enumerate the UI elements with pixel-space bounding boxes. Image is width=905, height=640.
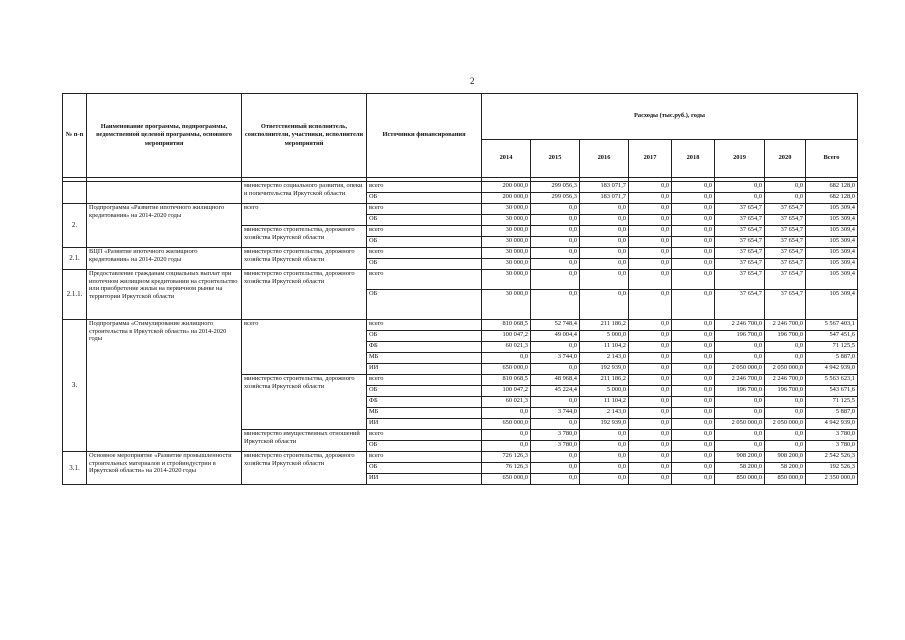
row-total: 4 942 939,0 [806,364,858,375]
expenditure-table [62,93,858,485]
row-value: 0,0 [672,248,715,259]
row-value: 726 126,3 [482,452,531,463]
row-value: 37 654,7 [715,270,765,290]
row-value: 0,0 [531,419,580,430]
row-source: ФБ [367,342,482,353]
row-value: 3 780,0 [531,441,580,452]
row-value: 0,0 [715,353,765,364]
row-value: 5 000,0 [580,331,629,342]
row-value: 0,0 [629,386,672,397]
year-header: 2020 [765,140,806,178]
row-total: 547 451,6 [806,331,858,342]
row-value: 3 780,0 [531,430,580,441]
table-row [63,182,858,193]
row-total: 192 526,3 [806,463,858,474]
row-code: 2.1.1. [63,270,87,320]
row-value: 810 068,5 [482,320,531,331]
row-value: 48 968,4 [531,375,580,386]
row-source: МБ [367,408,482,419]
row-value: 650 000,0 [482,364,531,375]
header-executor: Ответственный исполнитель, соисполнители, участники, исполнители мероприятий [242,94,367,178]
row-value: 2 143,0 [580,353,629,364]
row-value: 37 654,7 [765,290,806,320]
row-value: 0,0 [672,215,715,226]
row-code [63,182,87,204]
row-value: 0,0 [531,397,580,408]
row-value: 0,0 [629,474,672,485]
row-value: 0,0 [672,452,715,463]
row-value: 192 939,0 [580,419,629,430]
row-value: 0,0 [531,364,580,375]
row-value: 0,0 [672,320,715,331]
row-value: 58 200,0 [715,463,765,474]
row-value: 0,0 [629,193,672,204]
row-value: 0,0 [715,397,765,408]
table-body [63,182,858,485]
row-value: 0,0 [580,226,629,237]
row-total: 105 309,4 [806,215,858,226]
table-row [63,270,858,290]
row-value: 0,0 [629,430,672,441]
row-value: 0,0 [580,441,629,452]
table-row [63,248,858,259]
row-name: ВЦП «Развитие ипотечного жилищного кредитования» на 2014-2020 годы [87,248,242,270]
row-source: ОБ [367,215,482,226]
row-value: 11 104,2 [580,342,629,353]
row-value: 0,0 [482,353,531,364]
row-value: 2 050 000,0 [715,364,765,375]
row-value: 37 654,7 [715,215,765,226]
row-total: 3 780,0 [806,441,858,452]
row-source: всего [367,204,482,215]
row-value: 0,0 [629,441,672,452]
year-header: 2015 [531,140,580,178]
row-total: 5 887,0 [806,408,858,419]
row-executor: всего [242,320,367,375]
row-total: 682 128,0 [806,182,858,193]
row-value: 0,0 [629,320,672,331]
row-source: ОБ [367,193,482,204]
table-row [63,204,858,215]
row-source: всего [367,320,482,331]
row-value: 100 047,2 [482,331,531,342]
row-total: 71 125,5 [806,397,858,408]
row-value: 0,0 [715,408,765,419]
row-value: 0,0 [580,463,629,474]
row-total: 105 309,4 [806,237,858,248]
row-value: 0,0 [715,182,765,193]
row-value: 0,0 [482,441,531,452]
row-value: 30 000,0 [482,215,531,226]
row-value: 0,0 [629,375,672,386]
row-value: 37 654,7 [765,248,806,259]
row-value: 60 021,3 [482,342,531,353]
row-value: 0,0 [531,259,580,270]
row-value: 0,0 [715,441,765,452]
row-value: 0,0 [531,204,580,215]
row-executor: министерство строительства, дорожного хозяйства Иркутской области [242,270,367,320]
row-value: 0,0 [765,353,806,364]
row-value: 37 654,7 [715,290,765,320]
row-value: 37 654,7 [765,259,806,270]
row-value: 100 047,2 [482,386,531,397]
row-source: всего [367,182,482,193]
row-value: 0,0 [629,248,672,259]
row-source: всего [367,226,482,237]
row-value: 196 700,0 [715,331,765,342]
row-value: 0,0 [672,474,715,485]
row-value: 0,0 [629,419,672,430]
row-value: 0,0 [482,408,531,419]
row-value: 0,0 [629,237,672,248]
row-value: 0,0 [672,397,715,408]
row-value: 30 000,0 [482,204,531,215]
row-value: 30 000,0 [482,248,531,259]
row-source: ИИ [367,474,482,485]
row-source: ИИ [367,419,482,430]
row-value: 0,0 [629,215,672,226]
row-value: 0,0 [629,342,672,353]
header-source: Источники финансирования [367,94,482,178]
row-value: 52 748,4 [531,320,580,331]
row-value: 200 000,0 [482,182,531,193]
row-value: 0,0 [580,204,629,215]
row-value: 0,0 [672,342,715,353]
year-header: 2014 [482,140,531,178]
row-value: 37 654,7 [715,259,765,270]
row-value: 0,0 [482,430,531,441]
row-total: 2 542 526,3 [806,452,858,463]
row-value: 2 246 700,0 [765,375,806,386]
row-value: 45 224,4 [531,386,580,397]
row-value: 0,0 [629,204,672,215]
row-total: 71 125,5 [806,342,858,353]
header-num: № п-п [63,94,87,178]
row-value: 0,0 [531,342,580,353]
row-value: 650 000,0 [482,419,531,430]
row-value: 2 143,0 [580,408,629,419]
row-value: 192 939,0 [580,364,629,375]
row-name: Основное мероприятие «Развитие промышленности строительных материалов и стройиндустрии в Иркутской области» на 2014-2020 годы [87,452,242,485]
row-value: 0,0 [580,259,629,270]
row-value: 0,0 [531,474,580,485]
row-value: 0,0 [629,408,672,419]
row-value: 0,0 [580,248,629,259]
row-value: 76 126,3 [482,463,531,474]
row-source: ОБ [367,290,482,320]
row-value: 183 071,7 [580,193,629,204]
row-total: 105 309,4 [806,259,858,270]
row-value: 0,0 [715,342,765,353]
row-value: 0,0 [672,290,715,320]
row-source: ОБ [367,237,482,248]
row-value: 196 700,0 [765,386,806,397]
row-value: 49 004,4 [531,331,580,342]
row-code: 2. [63,204,87,248]
row-source: ФБ [367,397,482,408]
row-value: 2 246 700,0 [715,320,765,331]
row-value: 200 000,0 [482,193,531,204]
row-value: 0,0 [629,397,672,408]
row-value: 0,0 [531,270,580,290]
row-value: 0,0 [580,452,629,463]
page-number: 2 [470,76,475,86]
row-value: 0,0 [715,430,765,441]
row-value: 650 000,0 [482,474,531,485]
row-value: 37 654,7 [715,237,765,248]
row-total: 5 563 623,1 [806,375,858,386]
row-value: 0,0 [629,331,672,342]
row-value: 0,0 [672,375,715,386]
row-value: 211 186,2 [580,375,629,386]
row-value: 0,0 [765,193,806,204]
row-value: 0,0 [531,452,580,463]
row-value: 37 654,7 [715,226,765,237]
total-header: Всего [806,140,858,178]
year-header: 2017 [629,140,672,178]
row-value: 37 654,7 [715,204,765,215]
row-value: 60 021,3 [482,397,531,408]
row-source: всего [367,248,482,259]
row-value: 0,0 [765,342,806,353]
row-source: всего [367,375,482,386]
row-code: 3. [63,320,87,452]
header-name: Наименование программы, подпрограммы, ведомственной целевой программы, основного мероприятия [87,94,242,178]
row-total: 4 942 939,0 [806,419,858,430]
row-value: 908 200,0 [765,452,806,463]
row-source: всего [367,452,482,463]
row-value: 850 000,0 [715,474,765,485]
row-value: 0,0 [672,237,715,248]
row-value: 2 246 700,0 [715,375,765,386]
row-value: 0,0 [672,204,715,215]
row-value: 0,0 [765,397,806,408]
row-value: 299 056,3 [531,182,580,193]
row-total: 105 309,4 [806,248,858,259]
row-code: 2.1. [63,248,87,270]
row-name: Предоставление гражданам социальных выплат при ипотечном жилищном кредитовании на строительство или приобретение жилья на первичном рынке на территории Иркутской области [87,270,242,320]
row-value: 3 744,0 [531,408,580,419]
year-header: 2019 [715,140,765,178]
row-value: 0,0 [531,290,580,320]
row-value: 0,0 [629,182,672,193]
row-value: 3 744,0 [531,353,580,364]
row-value: 0,0 [629,463,672,474]
row-value: 299 056,3 [531,193,580,204]
row-value: 810 068,5 [482,375,531,386]
row-name [87,182,242,204]
row-total: 105 309,4 [806,270,858,290]
row-total: 543 671,6 [806,386,858,397]
row-executor: министерство строительства, дорожного хозяйства Иркутской области [242,375,367,430]
row-value: 2 050 000,0 [765,419,806,430]
row-value: 0,0 [672,386,715,397]
row-value: 0,0 [672,408,715,419]
row-source: ОБ [367,463,482,474]
row-value: 0,0 [580,430,629,441]
row-executor: министерство имущественных отношений Иркутской области [242,430,367,452]
row-value: 0,0 [629,353,672,364]
row-value: 0,0 [629,270,672,290]
row-source: всего [367,430,482,441]
row-value: 0,0 [672,419,715,430]
row-value: 0,0 [765,408,806,419]
row-source: ИИ [367,364,482,375]
row-value: 183 071,7 [580,182,629,193]
row-value: 0,0 [672,430,715,441]
row-value: 37 654,7 [715,248,765,259]
row-value: 30 000,0 [482,270,531,290]
row-value: 2 050 000,0 [765,364,806,375]
row-value: 37 654,7 [765,226,806,237]
table-row [63,452,858,463]
row-value: 0,0 [672,270,715,290]
row-value: 11 104,2 [580,397,629,408]
row-total: 5 567 403,1 [806,320,858,331]
row-source: всего [367,270,482,290]
row-value: 0,0 [672,463,715,474]
row-source: ОБ [367,441,482,452]
row-value: 0,0 [629,452,672,463]
row-source: ОБ [367,259,482,270]
row-value: 0,0 [672,441,715,452]
row-value: 0,0 [765,441,806,452]
header-row [63,94,858,140]
row-total: 105 309,4 [806,204,858,215]
row-value: 0,0 [580,237,629,248]
row-value: 30 000,0 [482,259,531,270]
row-value: 0,0 [629,364,672,375]
row-value: 0,0 [629,259,672,270]
row-executor: министерство социального развития, опеки и попечительства Иркутской области [242,182,367,204]
row-total: 2 350 000,0 [806,474,858,485]
row-value: 211 186,2 [580,320,629,331]
row-value: 0,0 [580,474,629,485]
row-source: ОБ [367,386,482,397]
row-value: 2 246 700,0 [765,320,806,331]
row-total: 105 309,4 [806,290,858,320]
row-value: 0,0 [672,226,715,237]
row-value: 196 700,0 [715,386,765,397]
row-value: 0,0 [531,226,580,237]
row-total: 682 128,0 [806,193,858,204]
row-source: МБ [367,353,482,364]
row-executor: министерство строительства, дорожного хозяйства Иркутской области [242,452,367,485]
row-value: 0,0 [531,237,580,248]
row-value: 908 200,0 [715,452,765,463]
row-total: 105 309,4 [806,226,858,237]
row-value: 0,0 [531,463,580,474]
row-value: 30 000,0 [482,237,531,248]
row-value: 0,0 [672,193,715,204]
row-value: 0,0 [531,248,580,259]
row-value: 0,0 [672,364,715,375]
row-value: 37 654,7 [765,237,806,248]
row-value: 0,0 [672,353,715,364]
header-expenses: Расходы (тыс.руб.), годы [482,94,858,140]
row-value: 0,0 [765,182,806,193]
row-value: 37 654,7 [765,270,806,290]
row-value: 0,0 [629,290,672,320]
row-code: 3.1. [63,452,87,485]
row-executor: министерство строительства, дорожного хозяйства Иркутской области [242,226,367,248]
row-name: Подпрограмма «Стимулирование жилищного строительства в Иркутской области» на 2014-2020 годы [87,320,242,452]
row-value: 30 000,0 [482,290,531,320]
row-value: 0,0 [580,215,629,226]
row-value: 0,0 [672,331,715,342]
row-name: Подпрограмма «Развитие ипотечного жилищного кредитования» на 2014-2020 годы [87,204,242,248]
row-executor: министерство строительства, дорожного хозяйства Иркутской области [242,248,367,270]
row-value: 37 654,7 [765,215,806,226]
row-executor: всего [242,204,367,226]
row-value: 0,0 [580,290,629,320]
row-value: 0,0 [580,270,629,290]
row-value: 0,0 [715,193,765,204]
table-row [63,320,858,331]
row-value: 2 050 000,0 [715,419,765,430]
row-value: 0,0 [672,182,715,193]
row-value: 30 000,0 [482,226,531,237]
row-value: 37 654,7 [765,204,806,215]
row-source: ОБ [367,331,482,342]
row-value: 0,0 [672,259,715,270]
row-value: 196 700,0 [765,331,806,342]
row-value: 5 000,0 [580,386,629,397]
row-value: 0,0 [629,226,672,237]
row-value: 58 200,0 [765,463,806,474]
year-header: 2018 [672,140,715,178]
year-header: 2016 [580,140,629,178]
row-total: 5 887,0 [806,353,858,364]
row-value: 850 000,0 [765,474,806,485]
row-value: 0,0 [531,215,580,226]
row-value: 0,0 [765,430,806,441]
row-total: 3 780,0 [806,430,858,441]
